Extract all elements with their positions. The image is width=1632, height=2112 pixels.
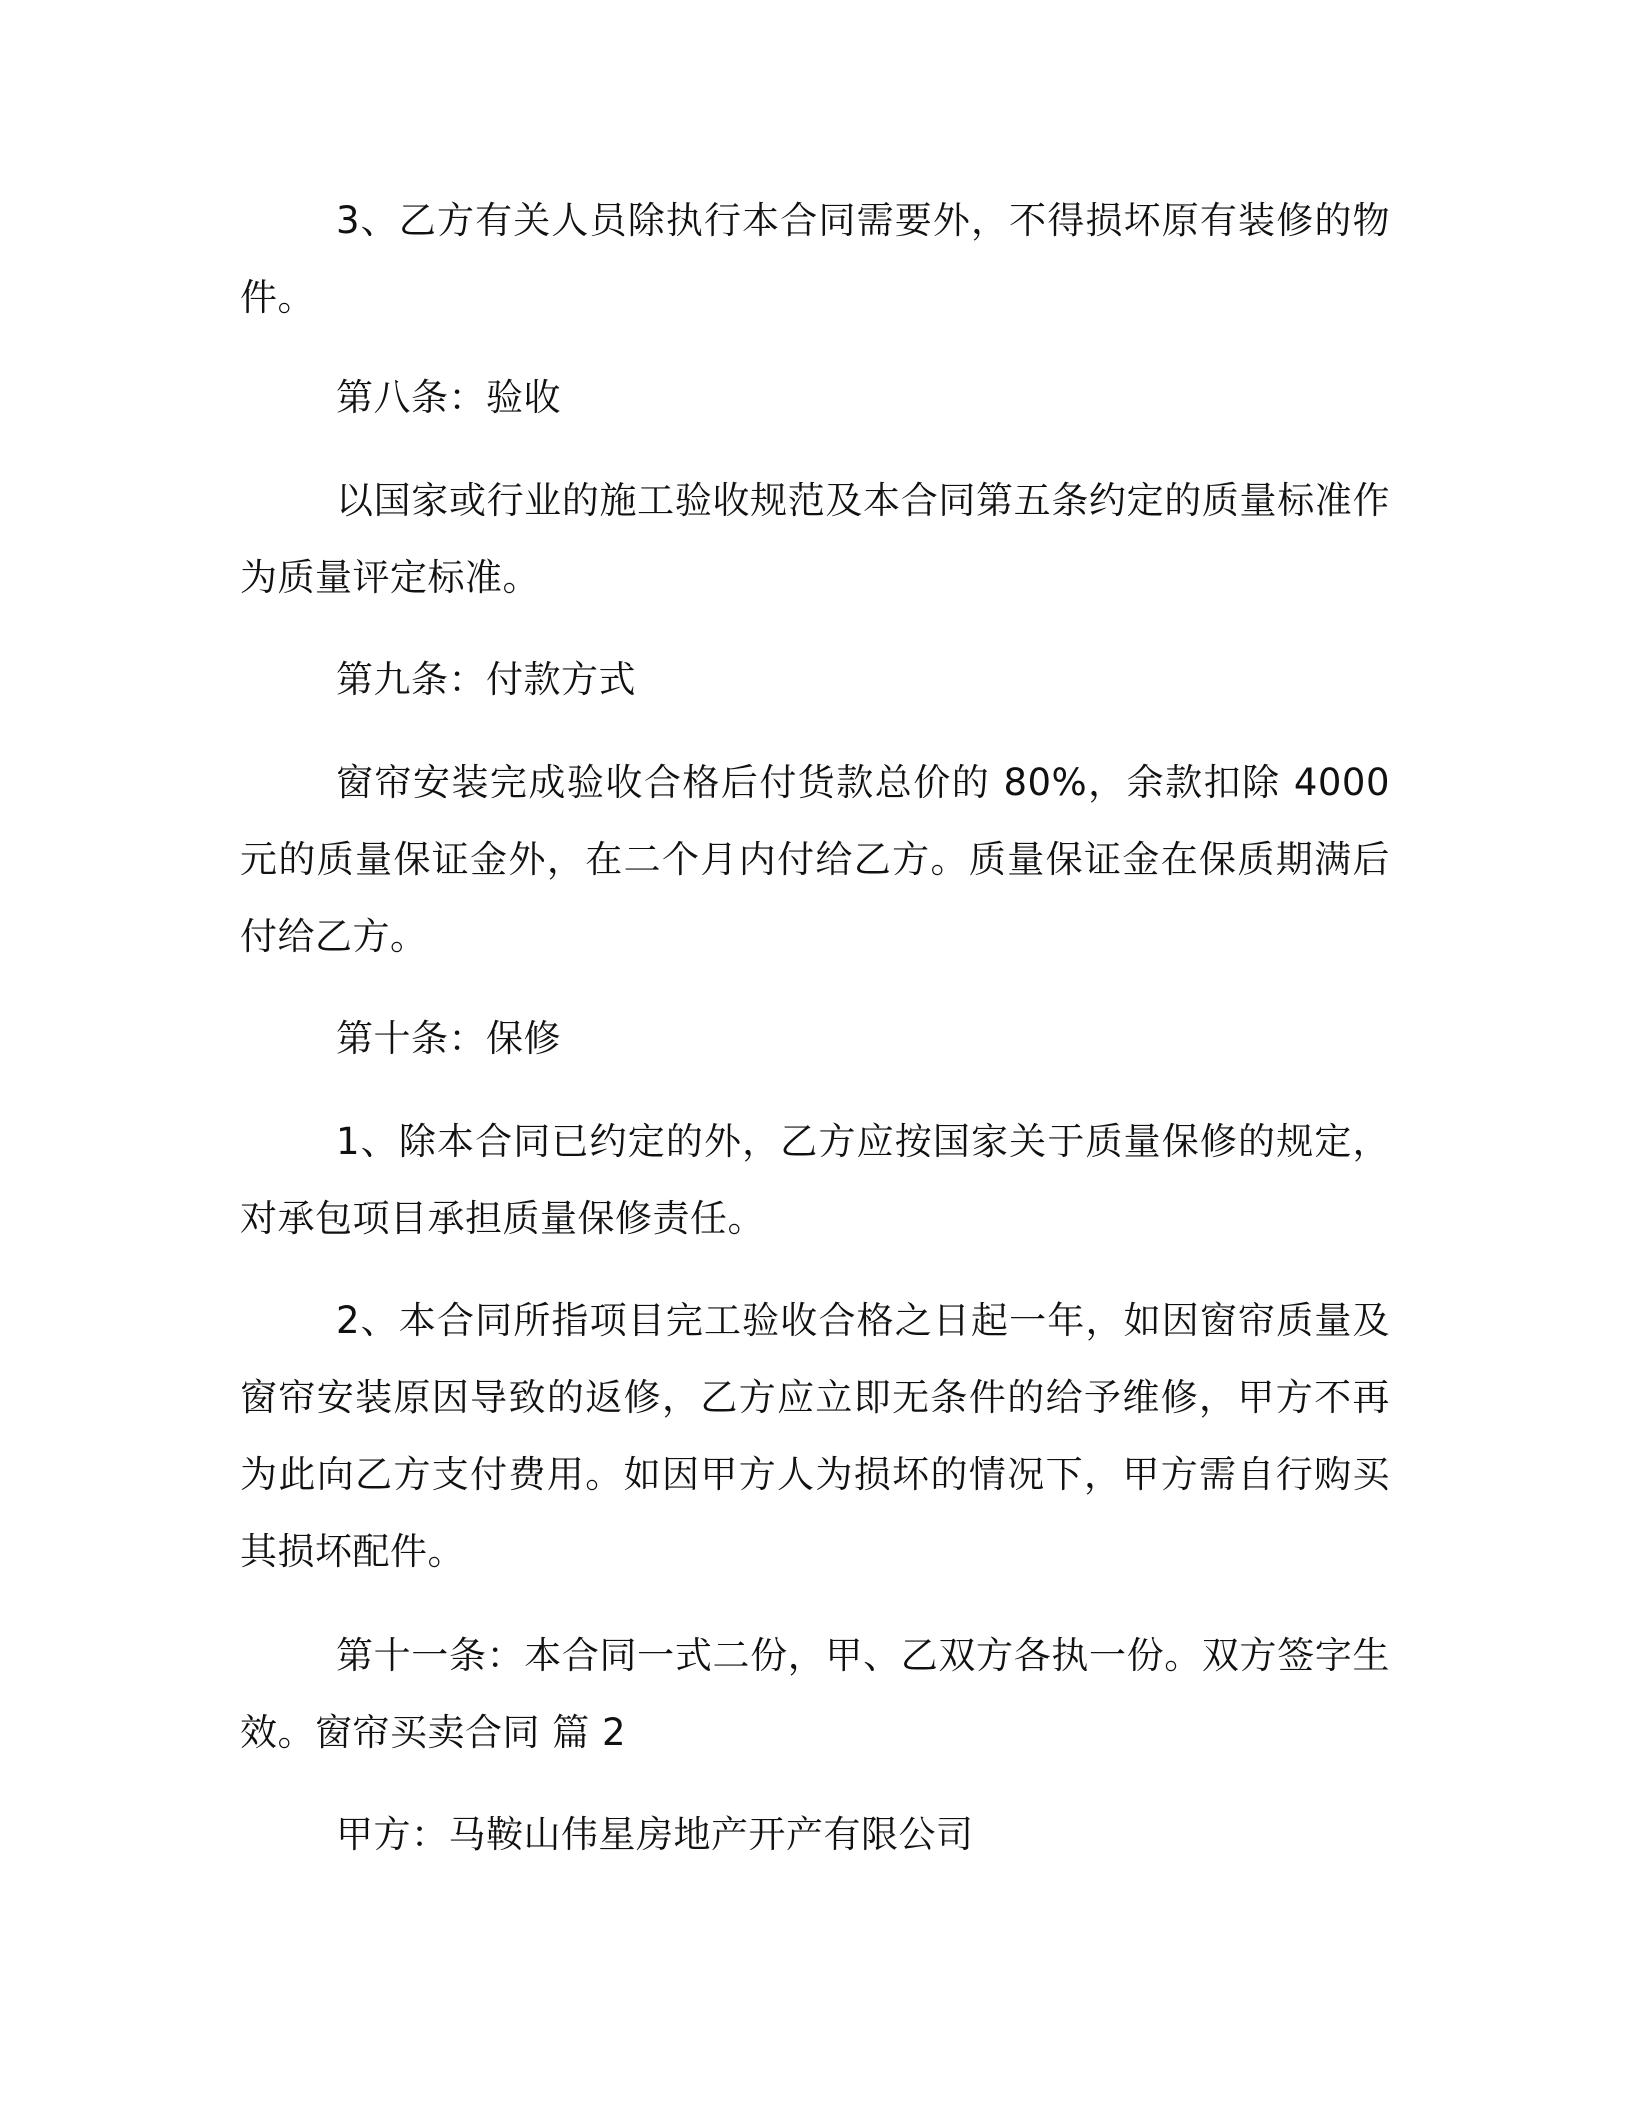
article-10-item-1: 1、除本合同已约定的外，乙方应按国家关于质量保修的规定，对承包项目承担质量保修责任。 <box>240 1120 1390 1240</box>
article-10-heading: 第十条：保修 <box>336 1017 561 1060</box>
article-9-body: 窗帘安装完成验收合格后付货款总价的 80%，余款扣除 4000 元的质量保证金外，在二个月内付给乙方。质量保证金在保质期满后付给乙方。 <box>240 761 1390 958</box>
article-8-body: 以国家或行业的施工验收规范及本合同第五条约定的质量标准作为质量评定标准。 <box>240 479 1390 599</box>
article-10-item-2: 2、本合同所指项目完工验收合格之日起一年，如因窗帘质量及窗帘安装原因导致的返修，乙方应立即无条件的给予维修，甲方不再为此向乙方支付费用。如因甲方人为损坏的情况下，甲方需自行购买其损坏配件。 <box>240 1299 1390 1573</box>
article-11-body: 第十一条：本合同一式二份，甲、乙双方各执一份。双方签字生效。窗帘买卖合同 篇 2 <box>240 1634 1390 1754</box>
party-a-line: 甲方：马鞍山伟星房地产开产有限公司 <box>336 1813 974 1856</box>
clause-7-item-3: 3、乙方有关人员除执行本合同需要外，不得损坏原有装修的物件。 <box>240 199 1390 319</box>
article-8-heading: 第八条：验收 <box>336 376 561 419</box>
article-9-heading: 第九条：付款方式 <box>336 658 636 701</box>
